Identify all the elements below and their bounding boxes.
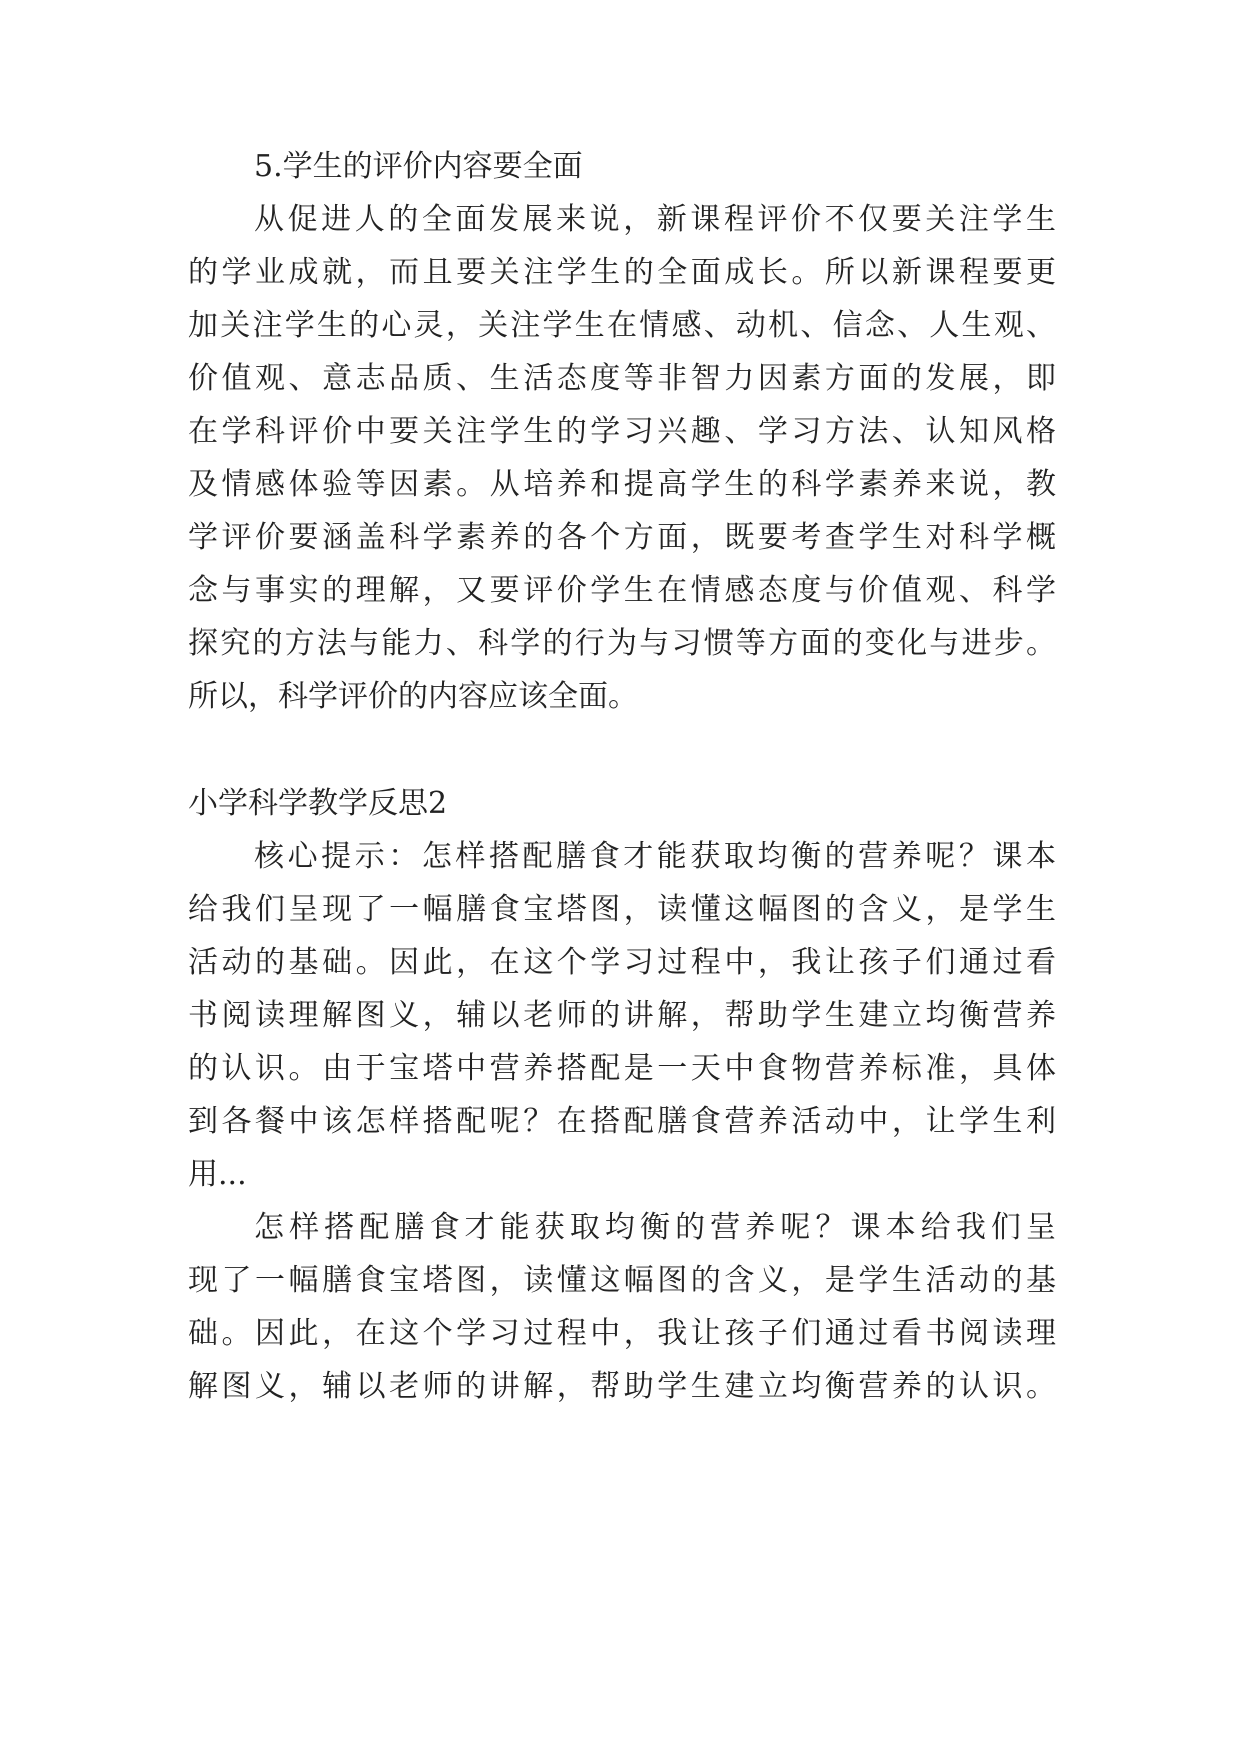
summary-line: 核心提示：怎样搭配膳食才能获取均衡的营养呢？课本: [254, 839, 1056, 874]
article-title: 小学科学教学反思2: [188, 786, 448, 821]
paragraph-line: 现了一幅膳食宝塔图，读懂这幅图的含义，是学生活动的基: [188, 1263, 1056, 1298]
summary-line: 的认识。由于宝塔中营养搭配是一天中食物营养标准，具体: [188, 1051, 1056, 1086]
paragraph-line: 学评价要涵盖科学素养的各个方面，既要考查学生对科学概: [188, 520, 1056, 555]
summary-line: 给我们呈现了一幅膳食宝塔图，读懂这幅图的含义，是学生: [188, 892, 1056, 927]
paragraph-line: 解图义，辅以老师的讲解，帮助学生建立均衡营养的认识。: [188, 1369, 1056, 1404]
paragraph-line: 从促进人的全面发展来说，新课程评价不仅要关注学生: [254, 202, 1056, 237]
paragraph-line: 及情感体验等因素。从培养和提高学生的科学素养来说，教: [188, 467, 1056, 502]
summary-line: 到各餐中该怎样搭配呢？在搭配膳食营养活动中，让学生利: [188, 1104, 1056, 1139]
paragraph-line: 加关注学生的心灵，关注学生在情感、动机、信念、人生观、: [188, 308, 1056, 343]
paragraph-line: 价值观、意志品质、生活态度等非智力因素方面的发展，即: [188, 361, 1056, 396]
paragraph-line: 础。因此，在这个学习过程中，我让孩子们通过看书阅读理: [188, 1316, 1056, 1351]
summary-line: 活动的基础。因此，在这个学习过程中，我让孩子们通过看: [188, 945, 1056, 980]
paragraph-line: 所以，科学评价的内容应该全面。: [188, 679, 638, 714]
paragraph-line: 怎样搭配膳食才能获取均衡的营养呢？课本给我们呈: [254, 1210, 1056, 1245]
paragraph-line: 的学业成就，而且要关注学生的全面成长。所以新课程要更: [188, 255, 1056, 290]
paragraph-line: 念与事实的理解，又要评价学生在情感态度与价值观、科学: [188, 573, 1056, 608]
section-heading: 5.学生的评价内容要全面: [254, 149, 583, 184]
paragraph-line: 探究的方法与能力、科学的行为与习惯等方面的变化与进步。: [188, 626, 1056, 661]
paragraph-line: 在学科评价中要关注学生的学习兴趣、学习方法、认知风格: [188, 414, 1056, 449]
summary-line: 书阅读理解图义，辅以老师的讲解，帮助学生建立均衡营养: [188, 998, 1056, 1033]
summary-line: 用...: [188, 1157, 247, 1192]
